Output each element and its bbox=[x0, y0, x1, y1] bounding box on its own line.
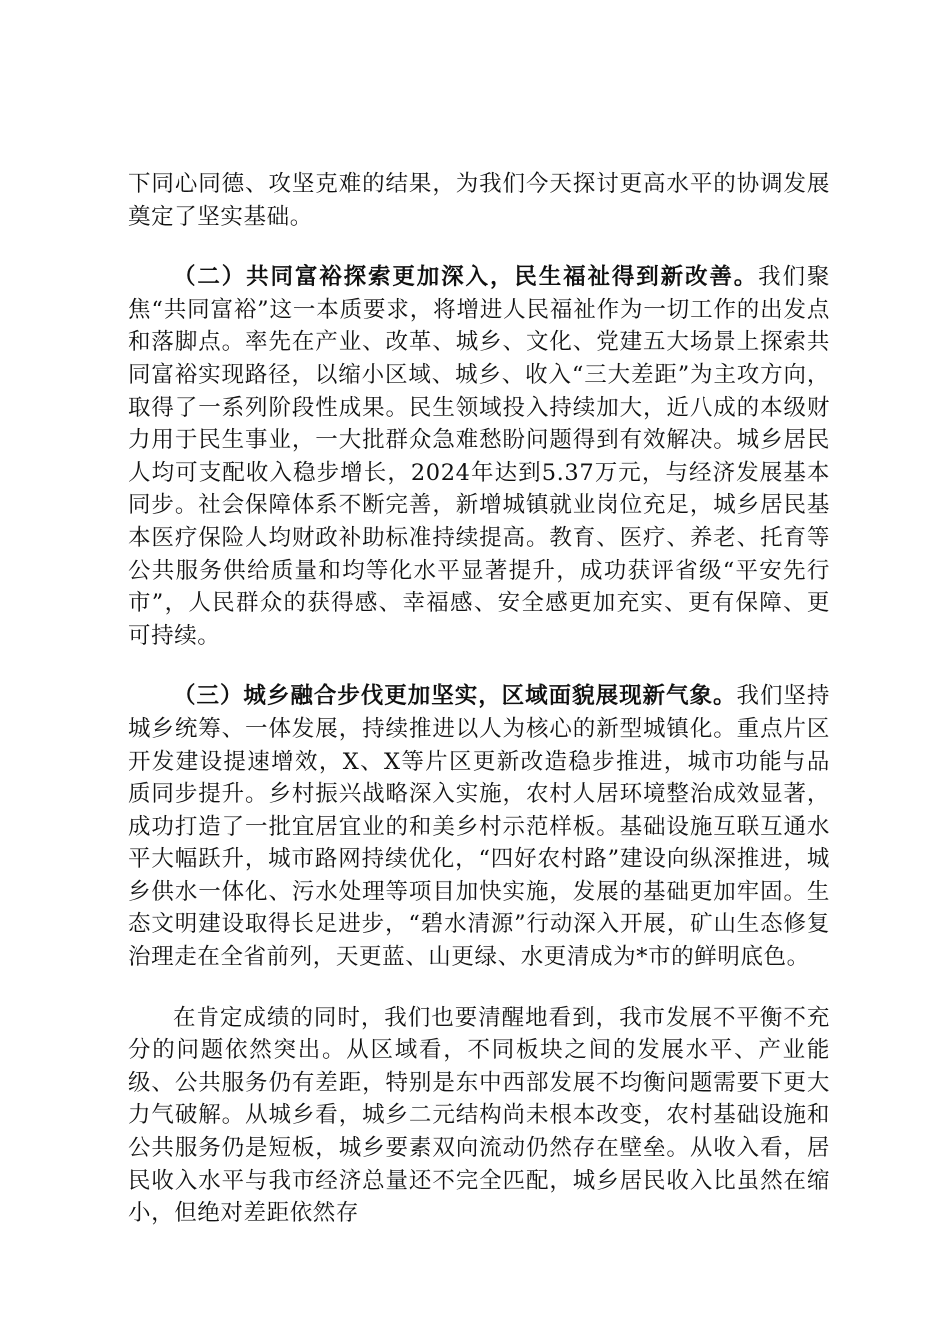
paragraph-urban-rural bbox=[128, 680, 830, 973]
paragraph-text: 我们聚焦“共同富裕”这一本质要求，将增进人民福祉作为一切工作的出发点和落脚点。率先在产业、改革、城乡、文化、党建五大场景上探索共同富裕实现路径，以缩小区域、城乡、收入“三大差距”为主攻方向，取得了一系列阶段性成果。民生领域投入持续加大，近八成的本级财力用于民生事业，一大批群众急难愁盼问题得到有效解决。城乡居民人均可支配收入稳步增长，2024年达到5.37万元，与经济发展基本同步。社会保障体系不断完善，新增城镇就业岗位充足，城乡居民基本医疗保险人均财政补助标准持续提高。教育、医疗、养老、托育等公共服务供给质量和均等化水平显著提升，成功获评省级“平安先行市”，人民群众的获得感、幸福感、安全感更加充实、更有保障、更可持续。 bbox=[128, 264, 830, 649]
paragraph-continuation bbox=[128, 168, 830, 233]
paragraph-common-prosperity bbox=[128, 261, 830, 652]
section-heading-3: （三）城乡融合步伐更加坚实，区域面貌展现新气象。 bbox=[173, 683, 737, 710]
document-page bbox=[128, 168, 830, 1258]
paragraph-problems bbox=[128, 1002, 830, 1230]
paragraph-text: 下同心同德、攻坚克难的结果，为我们今天探讨更高水平的协调发展奠定了坚实基础。 bbox=[128, 171, 830, 230]
section-heading-2: （二）共同富裕探索更加深入，民生福祉得到新改善。 bbox=[173, 264, 759, 291]
paragraph-text: 在肯定成绩的同时，我们也要清醒地看到，我市发展不平衡不充分的问题依然突出。从区域看，不同板块之间的发展水平、产业能级、公共服务仍有差距，特别是东中西部发展不均衡问题需要下更大力气破解。从城乡看，城乡二元结构尚未根本改变，农村基础设施和公共服务仍是短板，城乡要素双向流动仍然存在壁垒。从收入看，居民收入水平与我市经济总量还不完全匹配，城乡居民收入比虽然在缩小，但绝对差距依然存 bbox=[128, 1004, 830, 1227]
paragraph-text: 我们坚持城乡统筹、一体发展，持续推进以人为核心的新型城镇化。重点片区开发建设提速增效，X、X等片区更新改造稳步推进，城市功能与品质同步提升。乡村振兴战略深入实施，农村人居环境整治成效显著，成功打造了一批宜居宜业的和美乡村示范样板。基础设施互联互通水平大幅跃升，城市路网持续优化，“四好农村路”建设向纵深推进，城乡供水一体化、污水处理等项目加快实施，发展的基础更加牢固。生态文明建设取得长足进步，“碧水清源”行动深入开展，矿山生态修复治理走在全省前列，天更蓝、山更绿、水更清成为*市的鲜明底色。 bbox=[128, 683, 831, 971]
